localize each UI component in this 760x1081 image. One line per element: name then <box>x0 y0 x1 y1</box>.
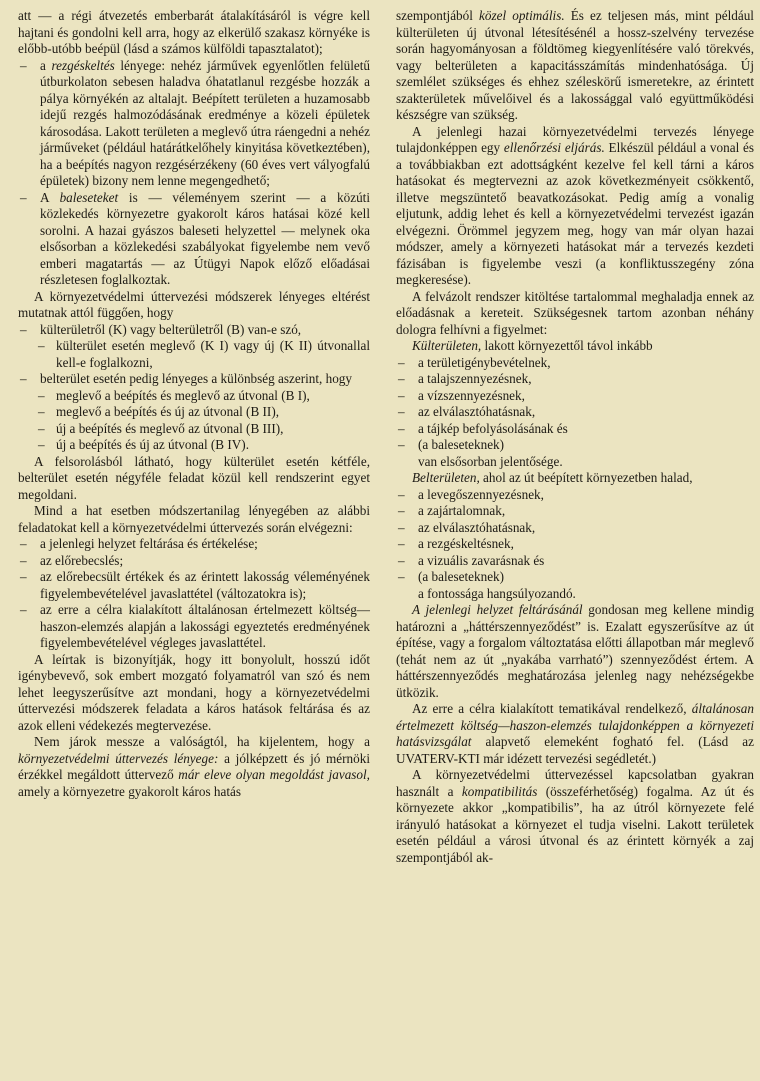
text-run: A környezetvédelmi úttervezési módszerek lényeges eltérést mutatnak attól függően, hogy <box>18 288 370 320</box>
emphasized-text: ellenőrzési eljárás. <box>503 140 605 155</box>
text-run: a területigénybevételnek, <box>418 354 551 370</box>
dash-bullet: – <box>398 569 405 584</box>
dash-bullet: – <box>398 387 405 403</box>
dash-bullet: – <box>20 602 27 617</box>
paragraph <box>18 454 370 504</box>
dash-bullet: – <box>38 420 45 436</box>
paragraph <box>396 602 754 701</box>
text-run: a fontossága hangsúlyozandó. <box>418 585 576 601</box>
text-run: alapvető elemeként fogható fel. (Lásd az UVATERV-KTI már idézett tervezési segédletét.) <box>396 734 754 766</box>
dash-bullet: – <box>398 552 405 568</box>
paragraph <box>18 652 370 735</box>
dash-bullet: – <box>398 437 405 452</box>
text-run: Nem járok messze a valóságtól, ha kijelentem, hogy a <box>34 734 370 749</box>
emphasized-text: közel optimális. <box>479 8 565 23</box>
text-run: (a baleseteknek) <box>418 569 505 584</box>
text-run: az erre a célra kialakított általánosan értelmezett költség—haszon-elemzés alapján a lakossági egyeztetés eredményének figyelembevételével végleges javaslattétel. <box>40 602 370 650</box>
dash-bullet: – <box>398 354 405 370</box>
text-run: az elválasztóhatásnak, <box>418 519 536 535</box>
dash-bullet: – <box>20 536 27 551</box>
dash-bullet: – <box>20 57 27 73</box>
text-run: a <box>40 57 52 73</box>
text-run: a jelenlegi helyzet feltárása és értékelése; <box>40 536 258 551</box>
text-run: a jólképzett és jó mérnöki érzékkel megáldott úttervező <box>18 750 370 782</box>
dash-bullet: – <box>20 321 27 337</box>
text-run: (a baleseteknek) <box>418 437 505 452</box>
list-item <box>396 503 754 520</box>
list-item <box>396 569 754 586</box>
list-item <box>18 322 370 339</box>
text-run: És ez teljesen más, mint például külterületen új útvonal létesítésénél a hossz-szelvény tervezése során hagyományosan a földtömeg kiegyenlítésére való törekvés, vagy belterületen a kapacitásszámítás mindenhatósága. Új szemlélet szükséges és ehhez széleskörű ismeretekre, az érintett szakterületek művelőivel és a lakossággal való együttműködési készségre van szükség. <box>396 8 754 122</box>
paragraph <box>18 289 370 322</box>
text-run: A felsorolásból látható, hogy külterület esetén kétféle, belterület esetén négyféle feladat közül kell rendszerint egyet megoldani. <box>18 453 370 502</box>
text-run: amely a környezetre gyakorolt káros hatás <box>18 783 241 799</box>
text-run: a zajártalomnak, <box>418 503 506 518</box>
list-item <box>396 520 754 537</box>
text-run: szempontjából <box>396 8 480 23</box>
text-run: külterületről (K) vagy belterületről (B) van-e szó, <box>40 321 302 337</box>
text-run: meglevő a beépítés és új az útvonal (B II), <box>56 404 280 419</box>
text-run: van elsősorban jelentősége. <box>418 453 563 469</box>
paragraph <box>396 338 754 355</box>
paragraph <box>396 124 754 289</box>
text-run: a rezgéskeltésnek, <box>418 536 514 551</box>
paragraph <box>396 289 754 339</box>
list-item <box>396 388 754 405</box>
list-item <box>396 421 754 438</box>
list-item <box>396 487 754 504</box>
list-item <box>18 371 370 388</box>
dash-bullet: – <box>38 404 45 419</box>
text-run: a vízszennyezésnek, <box>418 387 525 403</box>
paragraph <box>18 503 370 536</box>
paragraph <box>18 734 370 800</box>
list-item <box>396 404 754 421</box>
dash-bullet: – <box>398 486 405 502</box>
dash-bullet: – <box>38 338 45 353</box>
list-item <box>18 569 370 602</box>
dash-bullet: – <box>20 371 27 386</box>
text-run: A leírtak is bizonyítják, hogy itt bonyolult, hosszú időt igénybevevő, sok embert mozgató folyamatról van szó és nem lehet leegyszerűsítve azt mondani, hogy a környezetvédelmi úttervezési módszerek feladata a káros hatások feltárása és az azok elleni védekezés megtervezése. <box>18 651 370 733</box>
sub-list-item <box>18 421 370 438</box>
text-run: a tájkép befolyásolásának és <box>418 420 568 436</box>
sub-list-item <box>18 338 370 371</box>
paragraph <box>396 470 754 487</box>
left-column <box>18 8 370 800</box>
emphasized-text: kompatibilitás <box>461 783 538 799</box>
emphasized-text: általánosan értelmezett költség—haszon-elemzés tulajdonképpen a környezeti hatásvizsgálat <box>396 701 754 749</box>
text-run: új a beépítés és új az útvonal (B IV). <box>56 437 249 452</box>
dash-bullet: – <box>398 503 405 518</box>
text-run: Mind a hat esetben módszertanilag lényegében az alábbi feladatokat kell a környezetvédelmi úttervezés során elvégezni: <box>18 503 370 535</box>
dash-bullet: – <box>38 437 45 452</box>
dash-bullet: – <box>20 552 27 568</box>
dash-bullet: – <box>398 519 405 535</box>
sub-list-item <box>18 437 370 454</box>
text-run: a levegőszennyezésnek, <box>418 486 544 502</box>
right-column <box>396 8 754 866</box>
emphasized-text: baleseteket <box>59 189 119 205</box>
paragraph <box>396 701 754 767</box>
list-item <box>396 536 754 553</box>
list-item <box>18 553 370 570</box>
emphasized-text: A jelenlegi helyzet feltárásánál <box>412 602 583 617</box>
text-run: A jelenlegi hazai környezetvédelmi tervezés lényege tulajdonképpen egy <box>396 123 754 155</box>
text-run: az előrebecslés; <box>40 552 124 568</box>
dash-bullet: – <box>38 387 45 403</box>
sub-list-item <box>18 388 370 405</box>
sub-list-item <box>18 404 370 421</box>
dash-bullet: – <box>398 536 405 551</box>
text-run: A környezetvédelmi úttervezéssel kapcsolatban gyakran használt a <box>396 767 754 799</box>
text-run: meglevő a beépítés és meglevő az útvonal (B I), <box>56 387 310 403</box>
list-item <box>396 437 754 454</box>
text-run: gondosan meg kellene mindig határozni a „háttérszennyeződést” is. Ezalatt egyszerűsítve az út építése, vagy a forgalom változtatása előtti állapotban már meglevő (tehát nem az út „nyakába varrható”) szennyeződést értem. A háttérszennyeződés meghatározása jelenleg nagy nehézségekbe ütközik. <box>396 602 755 700</box>
text-run: (összeférhetőség) fogalma. Az út és környezete akkor „kompatibilis”, ha az útról környezete felé irányuló hatásokat a környezet el tudja viselni. Lakott területek esetén például a városi útvonal és az érintett környék a zaj szempontjából ak- <box>396 783 755 865</box>
text-run: is — véleményem szerint — a közúti közlekedés környezetre gyakorolt káros hatásai közé kell sorolni. A hazai gyászos baleseti helyzettel — melynek oka elsősorban a közlekedési szabályokat figyelembe nem vevő emberi magatartás — az Útügyi Napok előző előadásai részletesen foglalkoztak. <box>40 189 370 287</box>
text-run: A <box>40 189 60 205</box>
paragraph <box>396 767 754 866</box>
list-item <box>396 371 754 388</box>
text-run: ahol az út beépített környezetben halad, <box>479 470 693 485</box>
emphasized-text: Belterületen, <box>412 470 480 485</box>
emphasized-text: rezgéskeltés <box>51 57 115 73</box>
text-run: a vizuális zavarásnak és <box>418 552 545 568</box>
text-run: az előrebecsült értékek és az érintett lakosság véleményének figyelembevételével javaslattétel (változatokra is); <box>40 569 370 601</box>
text-run: az elválasztóhatásnak, <box>418 404 536 419</box>
list-conclusion <box>396 586 754 603</box>
emphasized-text: környezetvédelmi úttervezés lényege: <box>18 750 219 766</box>
dash-bullet: – <box>398 371 405 386</box>
list-item <box>18 602 370 652</box>
list-item <box>396 355 754 372</box>
text-run: lakott környezettől távol inkább <box>481 338 653 353</box>
dash-bullet: – <box>398 420 405 436</box>
paragraph-continued <box>18 8 370 58</box>
text-run: Az erre a célra kialakított tematikával rendelkező, <box>412 701 692 716</box>
text-run: A felvázolt rendszer kitöltése tartalommal meghaladja ennek az előadásnak a kereteit. Szükségesnek tartom azonban néhány dologra felhívni a figyelmet: <box>396 288 754 337</box>
list-item <box>18 58 370 190</box>
text-run: Elkészül például a vonal és a továbbiakban ezt adottságként kezelve fel kell tárni a káros hatásokat és megtervezni az azok következményeit csökkentő, illetve megszüntető beavatkozásokat. Pedig amíg a vonalig eljutunk, addig lehet és kell a környezetvédelmi tervezést igazán elvégezni. Örömmel jegyzem meg, hogy van már olyan hazai módszer, amely a környezeti hatásokat már a tervezés kezdeti fázisában is figyelembe veszi (a konfliktusszegény zóna megkeresése). <box>396 140 754 287</box>
list-item <box>396 553 754 570</box>
text-run: a talajszennyezésnek, <box>418 371 532 386</box>
text-run: lényege: nehéz járművek egyenlőtlen felületű útburkolaton sebesen haladva óhatatlanul rezgésbe hozzák a pálya környékén az altalajt. Beépített területen a huzamosabb idejű rezgés halmozódásának eredménye a közeli épületek károsodása. Lakott területen a meglevő útra ráengedni a nehéz járműveket (például határátkelőhely kinyitása következtében), ha a beépítés nagyon rezgésérzékeny (60 éves vert vályogfalú épületek) bizony nem lenne megengedhető; <box>40 57 371 188</box>
list-item <box>18 190 370 289</box>
text-run: belterület esetén pedig lényeges a különbség aszerint, hogy <box>40 371 352 386</box>
emphasized-text: Külterületen, <box>412 338 482 353</box>
text-run: att — a régi átvezetés emberbarát átalakításáról is végre kell hajtani és gondolni kell arra, hogy az elkerülő szakasz környéke is előbb-utóbb beépül (lásd a számos külföldi tapasztalatot); <box>18 8 370 56</box>
list-item <box>18 536 370 553</box>
paragraph-continued <box>396 8 754 124</box>
dash-bullet: – <box>20 569 27 584</box>
list-conclusion <box>396 454 754 471</box>
dash-bullet: – <box>398 404 405 419</box>
text-run: külterület esetén meglevő (K I) vagy új (K II) útvonallal kell-e foglalkozni, <box>56 338 370 370</box>
dash-bullet: – <box>20 189 27 205</box>
emphasized-text: már eleve olyan megoldást javasol, <box>178 767 370 782</box>
text-run: új a beépítés és meglevő az útvonal (B III), <box>56 420 284 436</box>
